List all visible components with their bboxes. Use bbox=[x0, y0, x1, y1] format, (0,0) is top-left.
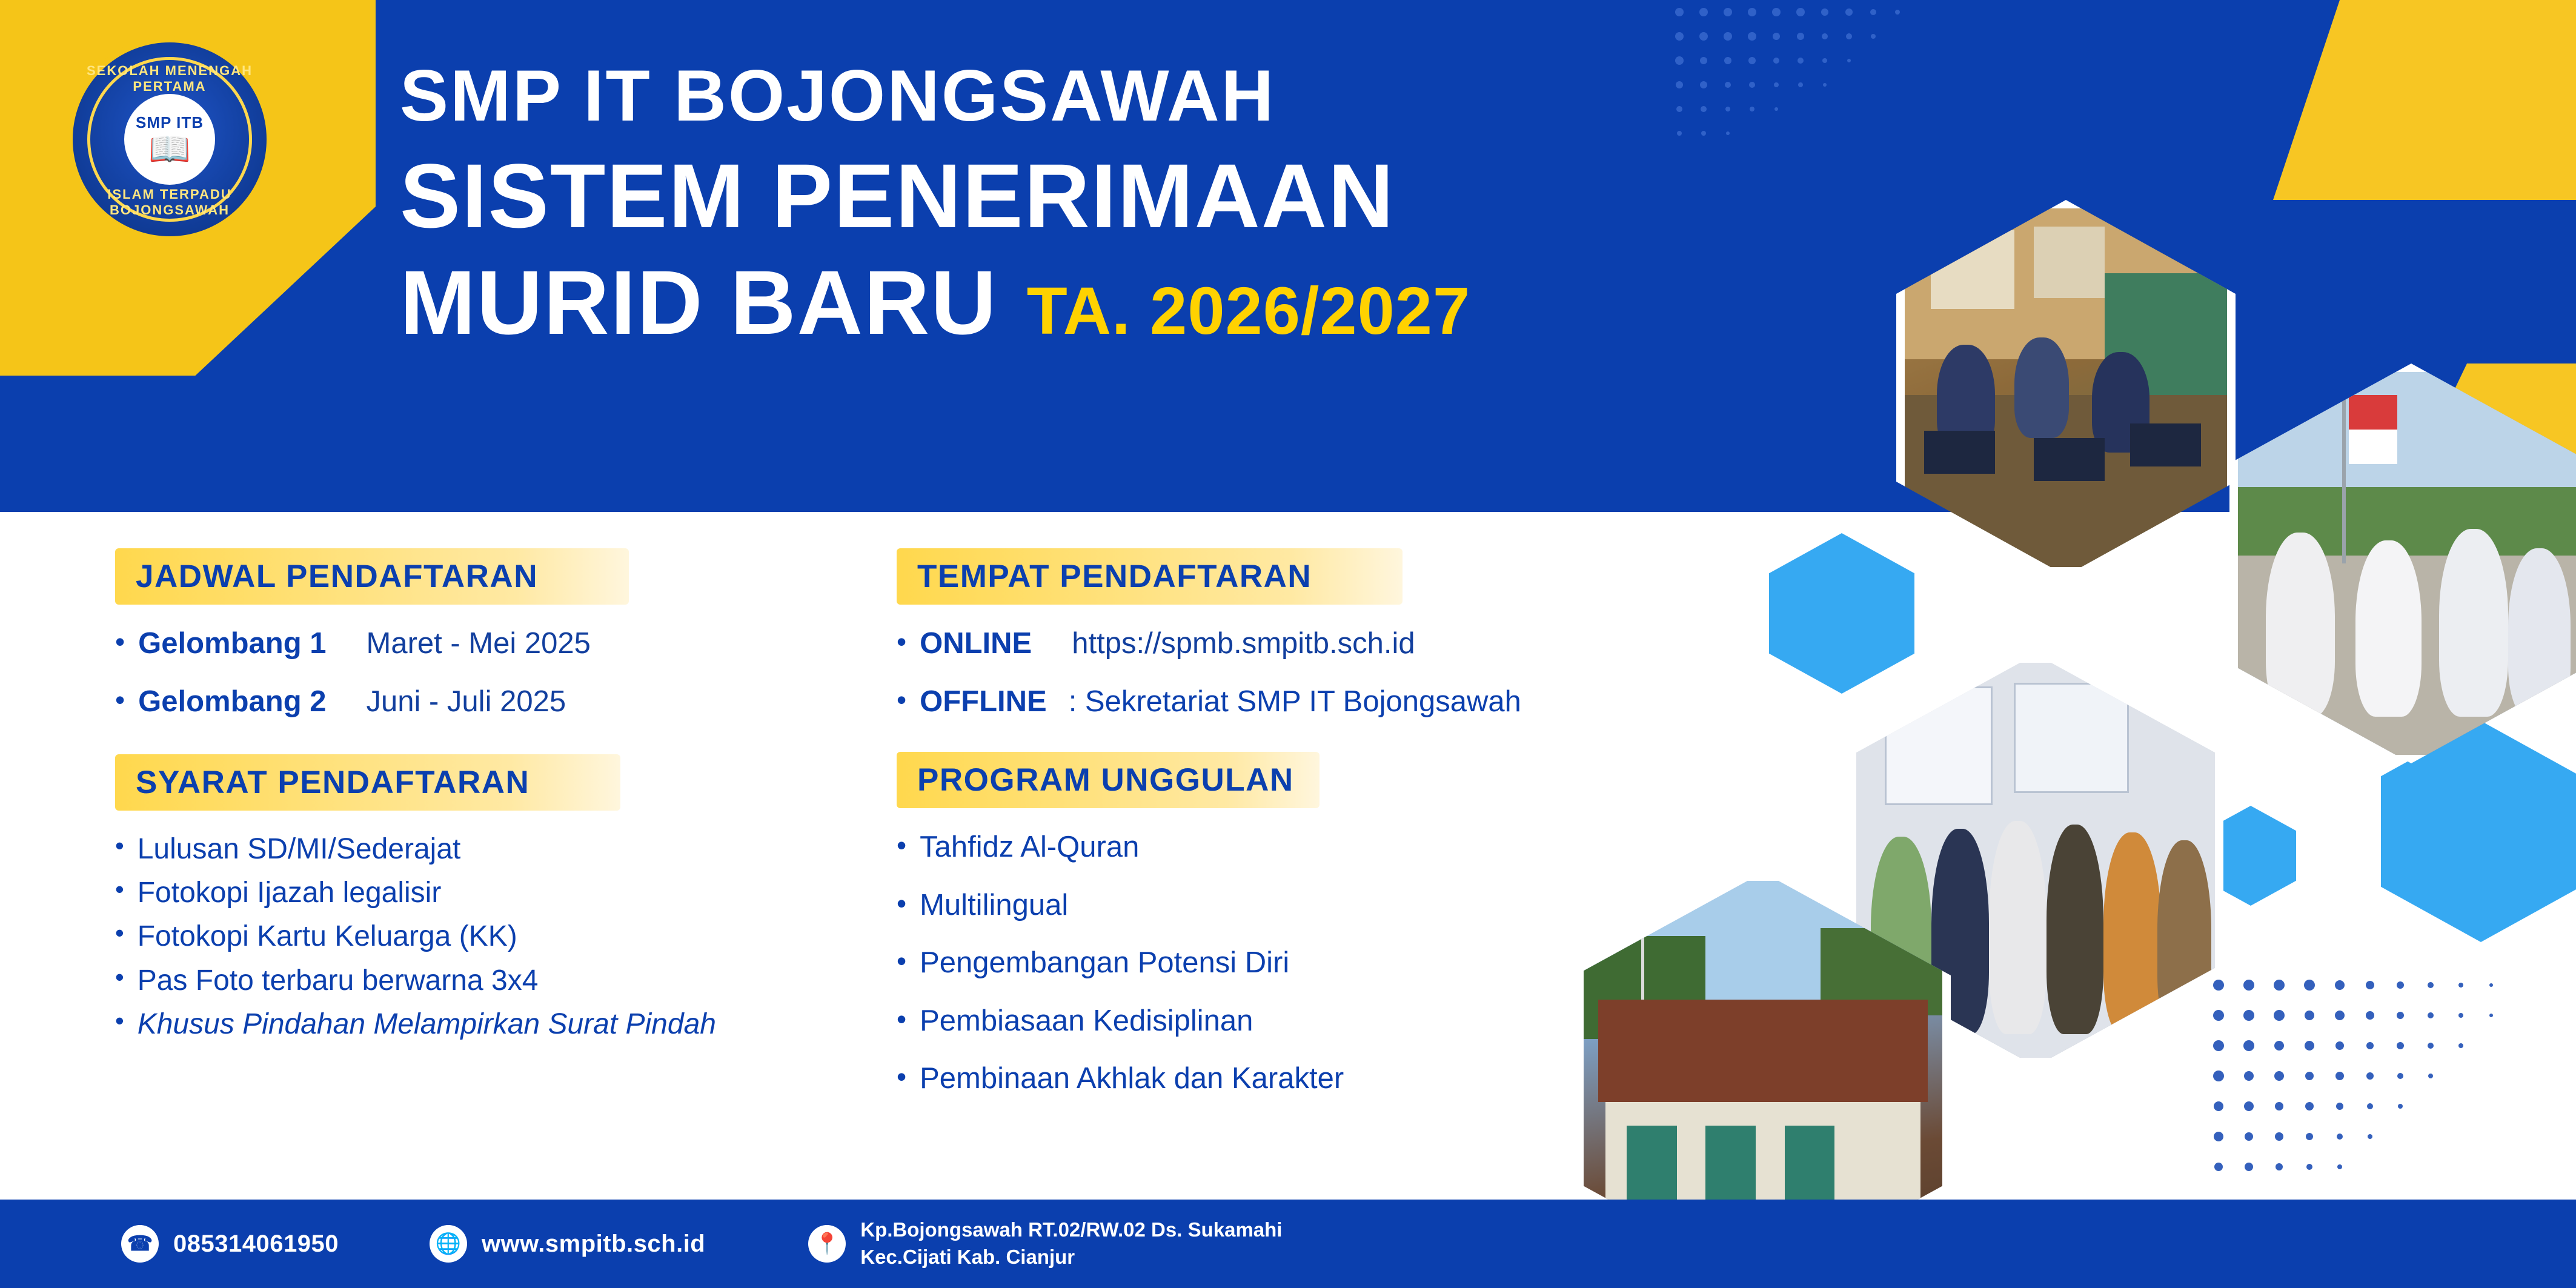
footer-phone-text: 085314061950 bbox=[173, 1230, 339, 1257]
phone-icon: ☎ bbox=[121, 1225, 159, 1263]
logo-text-bottom: ISLAM TERPADU BOJONGSAWAH bbox=[107, 187, 232, 217]
footer-address bbox=[808, 1217, 1282, 1270]
bullet-dot-icon: • bbox=[897, 626, 907, 657]
open-book-icon: 📖 bbox=[148, 129, 191, 168]
syarat-item-text: Pas Foto terbaru berwarna 3x4 bbox=[137, 964, 539, 997]
heading-tempat-pendaftaran: TEMPAT PENDAFTARAN bbox=[897, 548, 1403, 605]
academic-year: TA. 2026/2027 bbox=[1026, 274, 1471, 348]
heading-syarat-pendaftaran: SYARAT PENDAFTARAN bbox=[115, 754, 620, 811]
footer-address-line2: Kec.Cijati Kab. Cianjur bbox=[860, 1246, 1075, 1268]
list-item bbox=[115, 960, 909, 1001]
globe-icon: 🌐 bbox=[430, 1225, 467, 1263]
syarat-group bbox=[115, 754, 909, 1045]
syarat-item-text: Lulusan SD/MI/Sederajat bbox=[137, 833, 461, 866]
syarat-list bbox=[115, 829, 909, 1045]
list-item bbox=[897, 826, 1817, 869]
logo-center-label: SMP ITB bbox=[136, 113, 204, 131]
syarat-item-text: Khusus Pindahan Melampirkan Surat Pindah bbox=[137, 1007, 716, 1040]
program-item-text: Multilingual bbox=[920, 888, 1069, 921]
syarat-item-text: Fotokopi Kartu Keluarga (KK) bbox=[137, 920, 517, 953]
heading-program-unggulan: PROGRAM UNGGULAN bbox=[897, 752, 1320, 808]
bullet-dot-icon: • bbox=[115, 831, 124, 860]
bullet-dot-icon: • bbox=[897, 829, 907, 861]
list-item bbox=[115, 623, 909, 665]
poster-footer bbox=[0, 1200, 2576, 1288]
jadwal-item-label: Gelombang 1 bbox=[138, 627, 327, 660]
heading-jadwal-pendaftaran: JADWAL PENDAFTARAN bbox=[115, 548, 629, 605]
list-item bbox=[115, 916, 909, 957]
footer-address-block bbox=[860, 1217, 1282, 1270]
decorative-dot-pattern bbox=[2200, 967, 2540, 1197]
bullet-dot-icon: • bbox=[115, 1006, 124, 1035]
list-item bbox=[897, 681, 1817, 723]
program-item-text: Pembiasaan Kedisiplinan bbox=[920, 1004, 1253, 1037]
jadwal-item-value: Maret - Mei 2025 bbox=[366, 627, 591, 660]
map-pin-icon: 📍 bbox=[808, 1225, 846, 1263]
bullet-dot-icon: • bbox=[897, 945, 907, 977]
registration-url[interactable]: https://spmb.smpitb.sch.id bbox=[1072, 627, 1415, 660]
left-column bbox=[115, 548, 909, 1047]
poster-title-line2: MURID BARU bbox=[400, 251, 998, 353]
jadwal-list bbox=[115, 623, 909, 723]
footer-website-text[interactable]: www.smpitb.sch.id bbox=[481, 1230, 706, 1257]
header-title-block bbox=[400, 55, 1975, 355]
tempat-item-value: : Sekretariat SMP IT Bojongsawah bbox=[1068, 685, 1521, 718]
school-name: SMP IT BOJONGSAWAH bbox=[400, 55, 1276, 136]
syarat-item-text: Fotokopi Ijazah legalisir bbox=[137, 877, 442, 909]
bullet-dot-icon: • bbox=[897, 887, 907, 919]
program-item-text: Pembinaan Akhlak dan Karakter bbox=[920, 1062, 1344, 1095]
bullet-dot-icon: • bbox=[897, 1061, 907, 1093]
tempat-item-label: OFFLINE bbox=[920, 685, 1047, 718]
bullet-dot-icon: • bbox=[115, 683, 125, 715]
logo-text-top: SEKOLAH MENENGAH PERTAMA bbox=[86, 63, 253, 94]
tempat-item-label: ONLINE bbox=[920, 627, 1032, 660]
program-item-text: Tahfidz Al-Quran bbox=[920, 831, 1140, 864]
list-item bbox=[115, 829, 909, 870]
header-yellow-right-top bbox=[2273, 0, 2576, 200]
jadwal-item-value: Juni - Juli 2025 bbox=[366, 685, 566, 718]
footer-phone bbox=[121, 1225, 339, 1263]
bullet-dot-icon: • bbox=[115, 875, 124, 904]
bullet-dot-icon: • bbox=[897, 1003, 907, 1035]
bullet-dot-icon: • bbox=[115, 918, 124, 948]
school-logo bbox=[67, 36, 273, 242]
list-item bbox=[115, 872, 909, 914]
bullet-dot-icon: • bbox=[115, 626, 125, 657]
footer-address-line1: Kp.Bojongsawah RT.02/RW.02 Ds. Sukamahi bbox=[860, 1218, 1283, 1241]
program-item-text: Pengembangan Potensi Diri bbox=[920, 946, 1290, 980]
list-item bbox=[115, 1004, 909, 1045]
poster-title-line1: SISTEM PENERIMAAN bbox=[400, 145, 1395, 247]
bullet-dot-icon: • bbox=[897, 683, 907, 715]
list-item bbox=[115, 681, 909, 723]
footer-website[interactable] bbox=[430, 1225, 705, 1263]
list-item bbox=[897, 623, 1817, 665]
bullet-dot-icon: • bbox=[115, 962, 124, 991]
tempat-list bbox=[897, 623, 1817, 723]
poster-title-line2-row bbox=[400, 250, 1975, 355]
jadwal-item-label: Gelombang 2 bbox=[138, 685, 327, 718]
